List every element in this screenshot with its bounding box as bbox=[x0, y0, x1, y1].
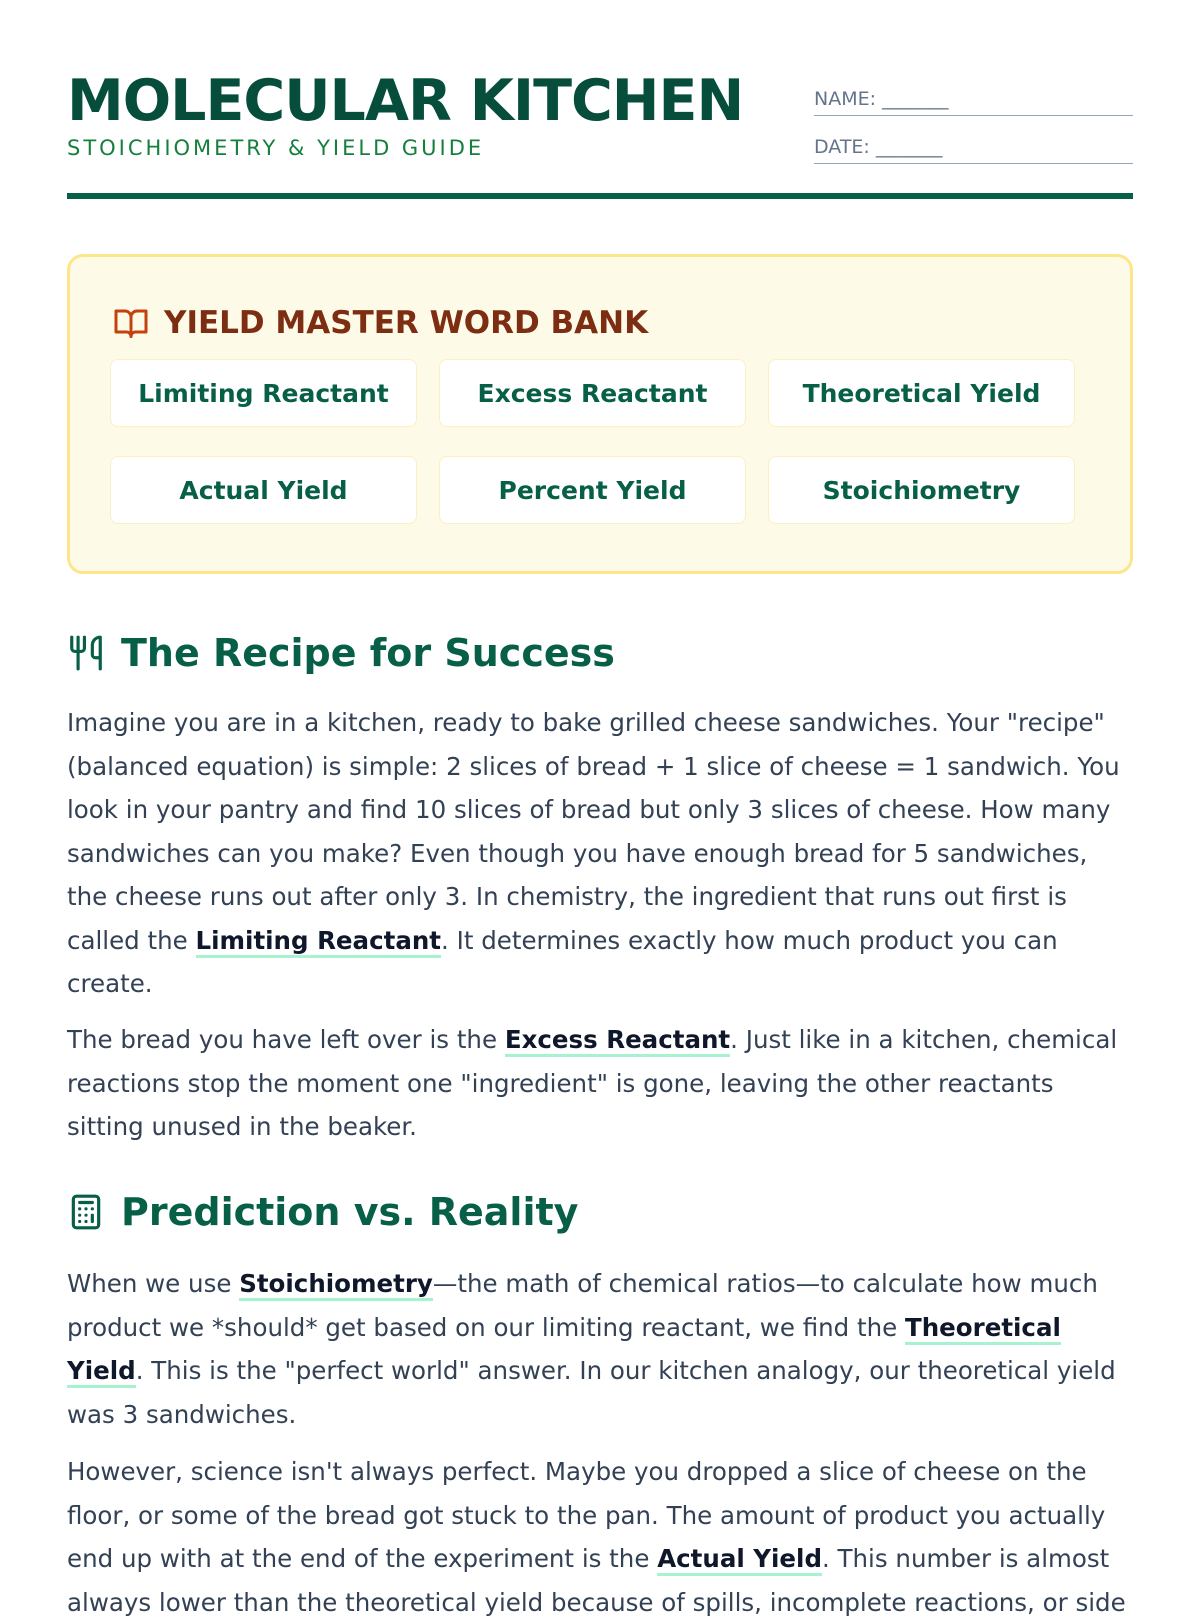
paragraph: When we use Stoichiometry—the math of chemical ratios—to calculate how much product we *should* get based on our limiting reactant, we find the Theoretical Yield. This is the "perfect world" answer. In our kitchen analogy, our theoretical yield was 3 sandwiches. bbox=[67, 1269, 1116, 1429]
book-icon bbox=[112, 305, 150, 341]
term-highlight: Stoichiometry bbox=[239, 1269, 433, 1301]
paragraph: Imagine you are in a kitchen, ready to bake grilled cheese sandwiches. Your "recipe" (balanced equation) is simple: 2 slices of bread + 1 slice of cheese = 1 sandwich. You look in your pantry and find 10 slices of bread but only 3 slices of cheese. How many sandwiches can you make? Even though you have enough bread for 5 sandwiches, the cheese runs out after only 3. In chemistry, the ingredient that runs out first is called the Limiting Reactant. It determines exactly how much product you can create. bbox=[67, 708, 1120, 998]
word-bank-term: Theoretical Yield bbox=[768, 359, 1075, 427]
page-subtitle: STOICHIOMETRY & YIELD GUIDE bbox=[67, 136, 485, 160]
term-highlight: Actual Yield bbox=[657, 1544, 822, 1576]
section-heading-recipe bbox=[67, 628, 615, 678]
word-bank-header bbox=[112, 303, 648, 343]
section-title: Prediction vs. Reality bbox=[121, 1190, 579, 1234]
word-bank-term: Stoichiometry bbox=[768, 456, 1075, 524]
word-bank-title: YIELD MASTER WORD BANK bbox=[164, 305, 649, 341]
section-heading-prediction bbox=[67, 1187, 578, 1237]
name-field[interactable]: NAME: _______ bbox=[814, 84, 1133, 116]
page-title: MOLECULAR KITCHEN bbox=[67, 68, 744, 134]
word-bank bbox=[67, 254, 1133, 574]
section-title: The Recipe for Success bbox=[121, 631, 615, 675]
term-highlight: Limiting Reactant bbox=[196, 926, 442, 958]
term-highlight: Theoretical Yield bbox=[67, 1313, 1061, 1389]
date-field[interactable]: DATE: _______ bbox=[814, 132, 1133, 164]
word-bank-term: Percent Yield bbox=[439, 456, 746, 524]
word-bank-term: Excess Reactant bbox=[439, 359, 746, 427]
worksheet-header bbox=[67, 62, 1133, 202]
term-highlight: Excess Reactant bbox=[505, 1025, 730, 1057]
calculator-icon bbox=[67, 1193, 105, 1231]
word-bank-term: Actual Yield bbox=[110, 456, 417, 524]
paragraph: The bread you have left over is the Excess Reactant. Just like in a kitchen, chemical reactions stop the moment one "ingredient" is gone, leaving the other reactants sitting unused in the beaker. bbox=[67, 1025, 1118, 1141]
header-divider bbox=[67, 193, 1133, 199]
utensils-icon bbox=[67, 634, 105, 672]
paragraph: However, science isn't always perfect. Maybe you dropped a slice of cheese on the floor, or some of the bread got stuck to the pan. The amount of product you actually end up with at the end of the experiment is the Actual Yield. This number is almost always lower than the theoretical yield because of spills, incomplete reactions, or side bbox=[67, 1457, 1126, 1617]
word-bank-term: Limiting Reactant bbox=[110, 359, 417, 427]
